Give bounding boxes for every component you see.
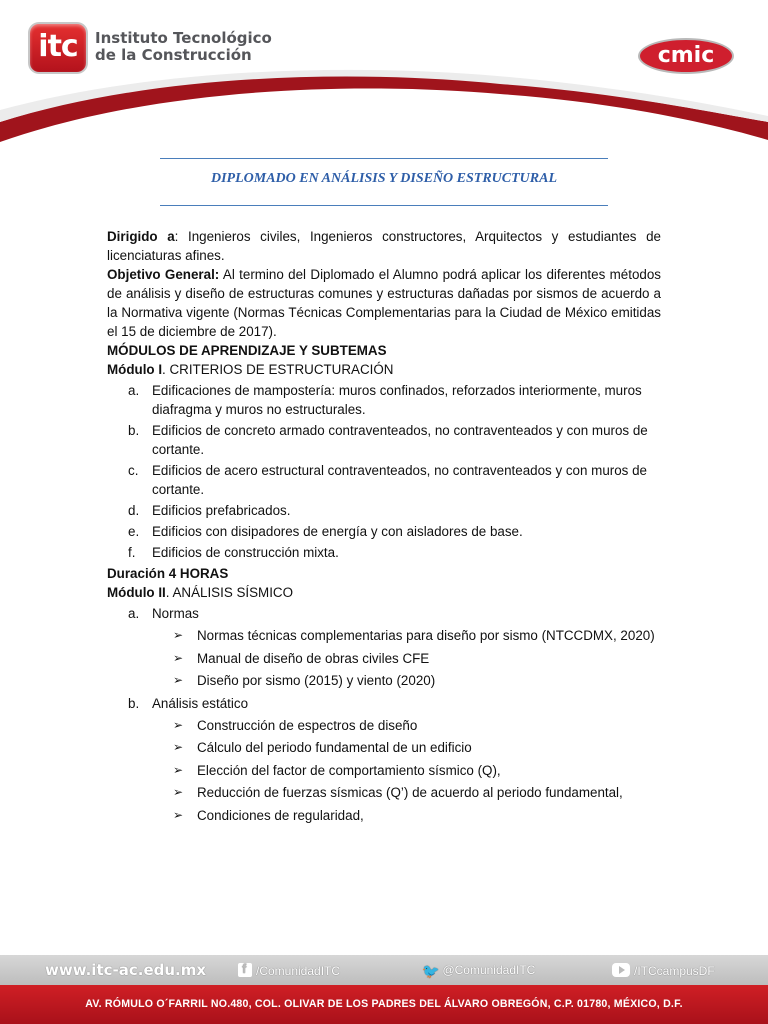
sublist-item: [152, 626, 661, 645]
twitter-link[interactable]: [422, 963, 535, 977]
list-item-text: Edificios con disipadores de energía y con aisladores de base.: [152, 524, 523, 539]
module-1-heading: [107, 360, 661, 379]
list-item: [107, 694, 661, 825]
list-marker: a.: [128, 606, 140, 621]
institution-line-1: Instituto Tecnológico: [95, 29, 272, 47]
website-link[interactable]: www.itc-ac.edu.mx: [45, 961, 207, 979]
module-2-title: . ANÁLISIS SÍSMICO: [165, 585, 294, 600]
module-1-title: . CRITERIOS DE ESTRUCTURACIÓN: [162, 362, 394, 377]
list-item-text: Análisis estático: [152, 695, 249, 711]
list-item: [107, 501, 661, 520]
objetivo-text: Al termino del Diplomado el Alumno podrá aplicar los diferentes métodos de análisis y diseño de estructuras comunes y estructuras dañadas por sismos de acuerdo a la Normativa vigente (Normas Técnicas Complementarias para la Ciudad de México emitidas el 15 de diciembre de 2017).: [107, 267, 661, 339]
list-item-text: Normas: [152, 606, 199, 621]
dirigido-text: : Ingenieros civiles, Ingenieros constructores, Arquitectos y estudiantes de licenciaturas afines.: [107, 229, 662, 263]
document-body: [107, 227, 661, 828]
list-item: [107, 543, 661, 562]
sublist-item: [152, 649, 661, 668]
list-item-text: Edificios de construcción mixta.: [152, 545, 339, 560]
sublist-item: [152, 716, 661, 735]
arrow-bullet-icon: ➢: [173, 785, 184, 799]
arrow-bullet-icon: ➢: [173, 650, 184, 665]
list-marker: f.: [128, 545, 136, 560]
modules-heading: MÓDULOS DE APRENDIZAJE Y SUBTEMAS: [107, 343, 387, 358]
arrow-bullet-icon: ➢: [173, 740, 184, 754]
module-1-list: [107, 381, 661, 562]
facebook-handle: /ComunidadITC: [256, 964, 341, 978]
list-item-text: Edificios de concreto armado contraventeados, no contraventeados y con muros de cortante.: [152, 423, 648, 457]
duration-line: Duración 4 HORAS: [107, 566, 229, 581]
list-item: [107, 604, 661, 690]
list-item: [107, 381, 661, 419]
list-item-text: Edificios prefabricados.: [152, 503, 291, 518]
address-text: AV. RÓMULO O´FARRIL NO.480, COL. OLIVAR DE LOS PADRES DEL ÁLVARO OBREGÓN, C.P. 01780, MÉXICO, D.F.: [85, 998, 683, 1010]
youtube-handle: /ITCcampusDF: [634, 964, 715, 978]
list-item: [107, 461, 661, 499]
list-item: [107, 421, 661, 459]
sublist-item: [152, 738, 661, 757]
facebook-link[interactable]: [238, 963, 340, 978]
facebook-icon: [238, 963, 252, 977]
dirigido-label: Dirigido a: [107, 229, 175, 244]
arrow-bullet-icon: ➢: [173, 762, 184, 777]
header-swoosh: [0, 60, 768, 150]
letterhead-footer: [0, 955, 768, 1024]
target-audience-paragraph: [107, 227, 661, 265]
sublist-item: [152, 761, 661, 780]
letterhead: [0, 0, 768, 150]
sublist-item-text: Cálculo del periodo fundamental de un edificio: [197, 740, 472, 755]
document-title-block: [160, 158, 608, 206]
arrow-bullet-icon: ➢: [173, 628, 184, 642]
arrow-bullet-icon: ➢: [173, 807, 184, 822]
sublist-item-text: Reducción de fuerzas sísmicas (Q’) de acuerdo al periodo fundamental,: [197, 785, 623, 800]
institution-line-2: de la Construcción: [95, 46, 252, 64]
sublist-item-text: Elección del factor de comportamiento sísmico (Q),: [197, 762, 501, 778]
objetivo-label: Objetivo General:: [107, 267, 220, 282]
sublist-item-text: Manual de diseño de obras civiles CFE: [197, 650, 430, 666]
document-title: DIPLOMADO EN ANÁLISIS Y DISEÑO ESTRUCTURAL: [210, 171, 558, 186]
youtube-link[interactable]: [612, 963, 715, 978]
sublist-item-text: Construcción de espectros de diseño: [197, 717, 418, 733]
module-2-list: [107, 604, 661, 825]
norms-sublist: [152, 626, 661, 690]
cmic-logo: cmic: [638, 38, 734, 74]
sublist-item: [152, 806, 661, 825]
sublist-item-text: Condiciones de regularidad,: [197, 807, 364, 823]
list-marker: b.: [128, 695, 140, 711]
youtube-icon: [612, 963, 630, 977]
list-item-text: Edificios de acero estructural contraventeados, no contraventeados y con muros de cortante.: [152, 463, 647, 497]
arrow-bullet-icon: ➢: [173, 673, 184, 687]
list-marker: b.: [128, 423, 140, 438]
sublist-item-text: Diseño por sismo (2015) y viento (2020): [197, 673, 436, 688]
list-marker: c.: [128, 463, 139, 478]
objective-paragraph: [107, 265, 661, 341]
sublist-item: [152, 783, 661, 802]
institution-name: [95, 30, 272, 64]
sublist-item-text: Normas técnicas complementarias para diseño por sismo (NTCCDMX, 2020): [197, 628, 655, 643]
static-analysis-sublist: [152, 716, 661, 825]
twitter-bird-icon: 🐦: [422, 963, 440, 979]
module-2-heading: [107, 583, 661, 602]
module-1-label: Módulo I: [107, 362, 163, 377]
twitter-handle: @ComunidadITC: [442, 963, 536, 977]
sublist-item: [152, 671, 661, 690]
footer-address-bar: [0, 985, 768, 1024]
module-2-label: Módulo II: [107, 585, 166, 600]
list-marker: a.: [128, 383, 140, 398]
list-item: [107, 522, 661, 541]
footer-social-bar: [0, 955, 768, 985]
itc-logo: itc: [30, 24, 86, 72]
arrow-bullet-icon: ➢: [173, 717, 184, 732]
list-marker: d.: [128, 503, 140, 518]
list-item-text: Edificaciones de mampostería: muros confinados, reforzados interiormente, muros diafragma y muros no estructurales.: [152, 383, 642, 417]
list-marker: e.: [128, 524, 140, 539]
